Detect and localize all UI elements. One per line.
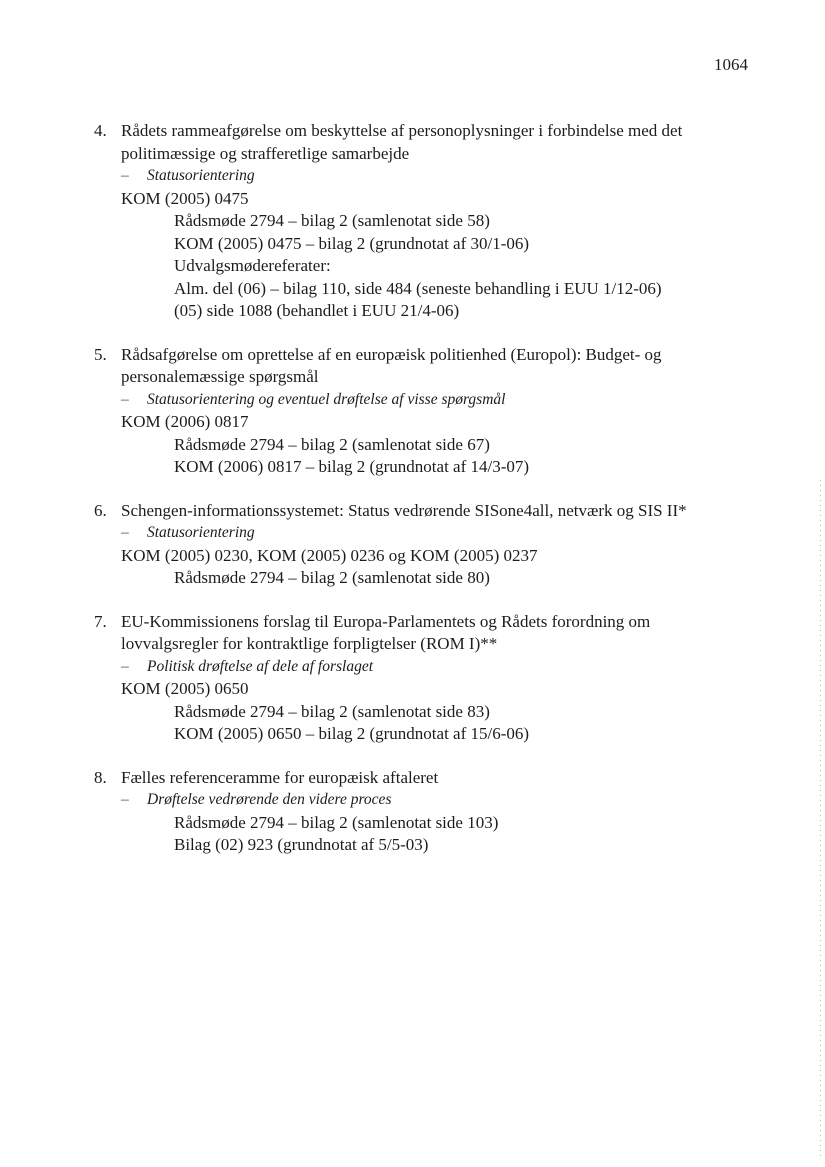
item-reference: KOM (2005) 0230, KOM (2005) 0236 og KOM (2005) 0237	[121, 545, 538, 565]
item-detail: Alm. del (06) – bilag 110, side 484 (seneste behandling i EUU 1/12-06)	[174, 278, 662, 298]
item-detail: KOM (2006) 0817 – bilag 2 (grundnotat af 14/3-07)	[174, 457, 530, 476]
agenda-item-7	[0, 611, 825, 746]
item-title-line: politimæssige og strafferetlige samarbejde	[121, 143, 410, 163]
item-action-text: Statusorientering	[147, 524, 255, 541]
item-title-line: lovvalgsregler for kontraktlige forpligtelser (ROM I)**	[121, 634, 498, 653]
item-detail: Rådsmøde 2794 – bilag 2 (samlenotat side 58)	[174, 211, 490, 230]
item-detail: KOM (2005) 0475 – bilag 2 (grundnotat af 30/1-06)	[174, 233, 530, 253]
item-detail: Rådsmøde 2794 – bilag 2 (samlenotat side 67)	[174, 434, 490, 454]
item-number: 6.	[94, 500, 107, 520]
item-number: 5.	[94, 344, 107, 364]
item-action	[0, 165, 825, 188]
item-detail: KOM (2005) 0650 – bilag 2 (grundnotat af 15/6-06)	[174, 724, 530, 743]
item-action-text: Statusorientering og eventuel drøftelse af visse spørgsmål	[147, 390, 506, 408]
item-reference: KOM (2006) 0817	[121, 412, 249, 431]
agenda-item-4	[0, 120, 825, 323]
dash-marker: –	[121, 657, 129, 675]
item-detail: Rådsmøde 2794 – bilag 2 (samlenotat side 83)	[174, 701, 490, 721]
dash-marker: –	[121, 524, 129, 541]
item-detail: Bilag (02) 923 (grundnotat af 5/5-03)	[174, 835, 429, 854]
item-title-line: Fælles referenceramme for europæisk aftaleret	[121, 767, 439, 787]
agenda-item-6	[0, 500, 825, 590]
item-detail: Udvalgsmødereferater:	[174, 256, 331, 275]
item-action	[0, 389, 825, 412]
item-action-text: Politisk drøftelse af dele af forslaget	[147, 657, 374, 675]
scan-edge-artifact	[820, 480, 821, 1160]
item-action	[0, 522, 825, 545]
item-number: 7.	[94, 611, 107, 631]
item-reference: KOM (2005) 0475	[121, 188, 249, 208]
dash-marker: –	[121, 390, 129, 408]
item-detail: (05) side 1088 (behandlet i EUU 21/4-06)	[174, 301, 460, 320]
dash-marker: –	[121, 167, 129, 184]
agenda-item-5	[0, 344, 825, 479]
agenda-item-8	[0, 767, 825, 857]
page-number: 1064	[714, 55, 748, 74]
item-number: 8.	[94, 767, 107, 787]
dash-marker: –	[121, 791, 129, 808]
item-title-line: Schengen-informationssystemet: Status vedrørende SISone4all, netværk og SIS II*	[121, 500, 687, 520]
item-action-text: Statusorientering	[147, 167, 255, 184]
item-detail: Rådsmøde 2794 – bilag 2 (samlenotat side 80)	[174, 568, 490, 587]
item-reference: KOM (2005) 0650	[121, 679, 249, 698]
item-detail: Rådsmøde 2794 – bilag 2 (samlenotat side 103)	[174, 812, 499, 832]
item-title-line: personalemæssige spørgsmål	[121, 367, 319, 386]
item-title-line: EU-Kommissionens forslag til Europa-Parlamentets og Rådets forordning om	[121, 611, 651, 631]
item-action	[0, 656, 825, 679]
item-action-text: Drøftelse vedrørende den videre proces	[147, 791, 392, 808]
item-action	[0, 789, 825, 812]
item-number: 4.	[94, 121, 107, 140]
item-title-line: Rådsafgørelse om oprettelse af en europæisk politienhed (Europol): Budget- og	[121, 344, 662, 364]
agenda-list	[0, 120, 825, 878]
item-title-line: Rådets rammeafgørelse om beskyttelse af personoplysninger i forbindelse med det	[121, 121, 683, 140]
